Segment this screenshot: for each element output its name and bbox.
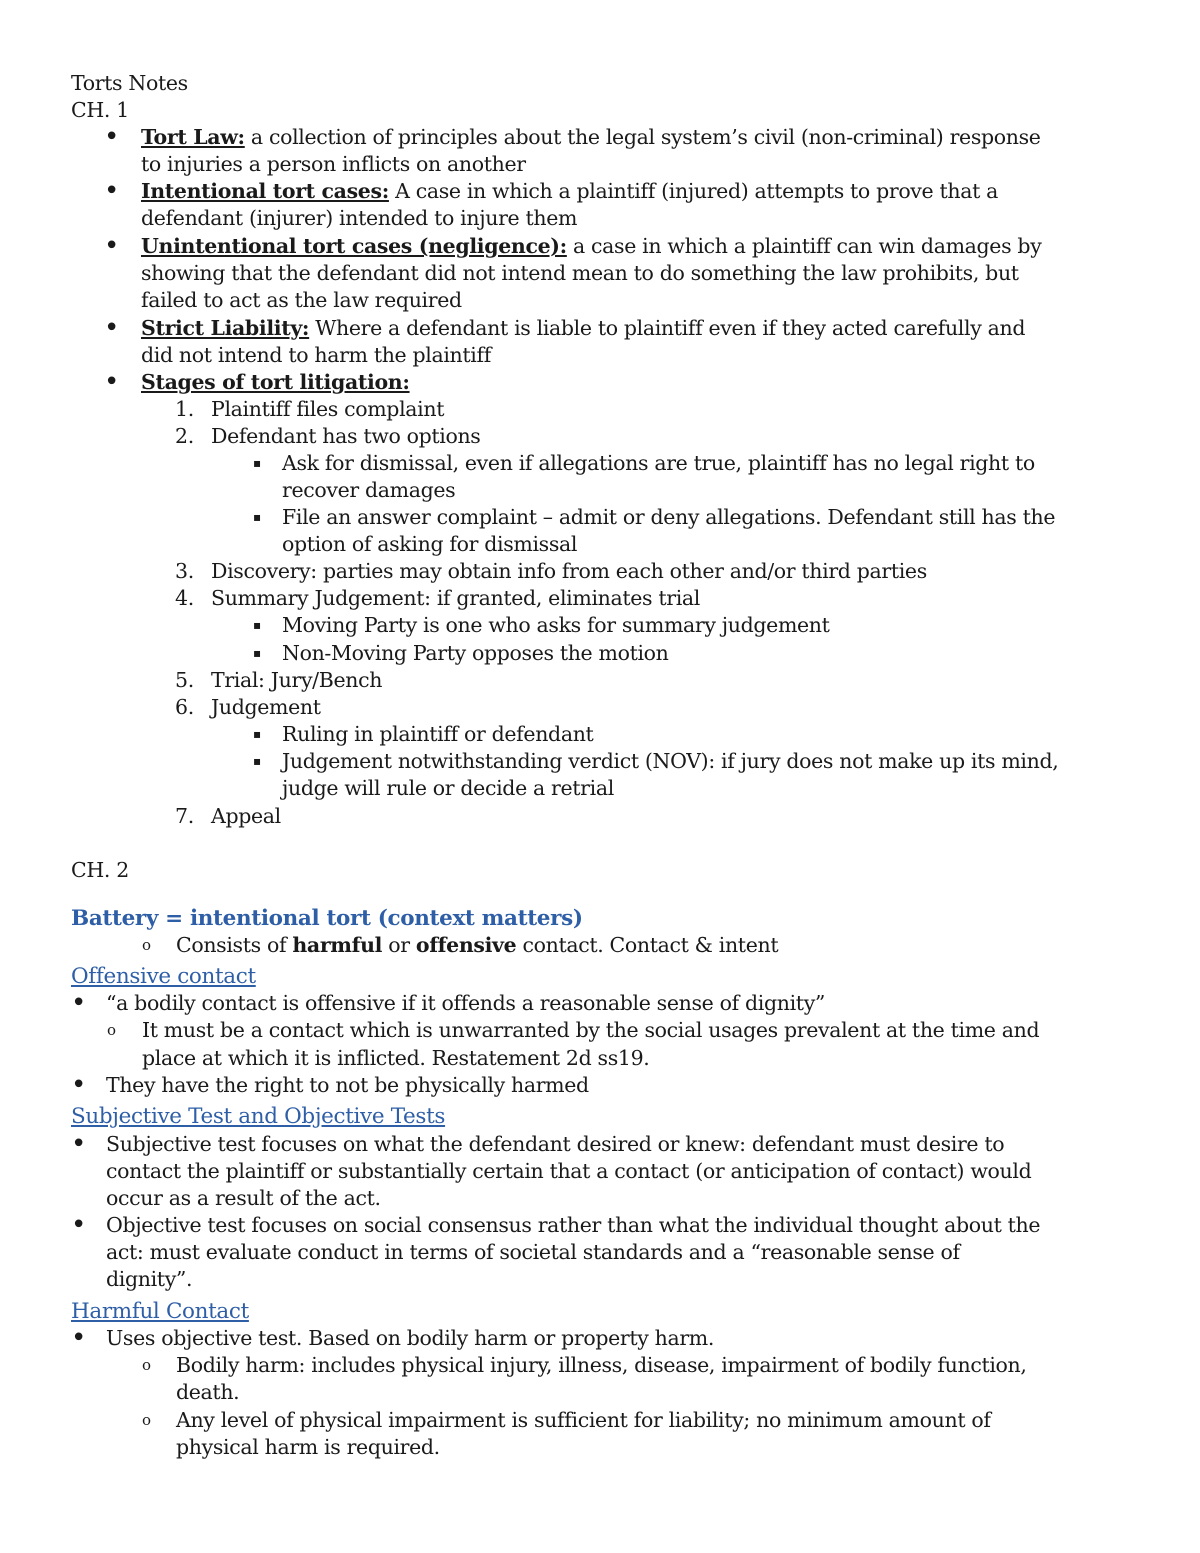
sub-item: Judgement notwithstanding verdict (NOV): if jury does not make up its mind, — [282, 749, 1059, 773]
tests-subjective: Subjective test focuses on what the defendant desired or knew: defendant must desire to — [106, 1132, 1005, 1156]
square-bullet-marker: ▪ — [253, 646, 261, 660]
harmful-sub-cont: physical harm is required. — [176, 1435, 440, 1459]
term: Unintentional tort cases (negligence): — [141, 234, 567, 258]
harmful-bullet: Uses objective test. Based on bodily harm or property harm. — [106, 1326, 715, 1350]
bullet-tort-law-cont: to injuries a person inflicts on another — [141, 152, 526, 176]
stage-item: Defendant has two options — [211, 424, 481, 448]
bullet-marker: • — [104, 176, 119, 206]
circle-bullet-marker: o — [142, 936, 151, 954]
bullet-marker: • — [71, 1129, 86, 1159]
sub-item: Moving Party is one who asks for summary judgement — [282, 613, 830, 637]
square-bullet-marker: ▪ — [253, 510, 261, 524]
document-title: Torts Notes — [71, 71, 188, 95]
list-number: 7. — [175, 804, 194, 828]
bullet-unintentional-cont: showing that the defendant did not intend mean to do something the law prohibits, but — [141, 261, 1019, 285]
tests-objective: Objective test focuses on social consensus rather than what the individual thought about the — [106, 1213, 1041, 1237]
tests-objective-cont: dignity”. — [106, 1267, 193, 1291]
circle-bullet-marker: o — [107, 1021, 116, 1039]
list-number: 2. — [175, 424, 194, 448]
term: Strict Liability: — [141, 316, 310, 340]
bullet-unintentional-cont: failed to act as the law required — [141, 288, 462, 312]
square-bullet-marker: ▪ — [253, 456, 261, 470]
offensive-contact-heading: Offensive contact — [71, 964, 256, 989]
bullet-marker: • — [71, 1070, 86, 1100]
square-bullet-marker: ▪ — [253, 727, 261, 741]
sub-item-cont: recover damages — [282, 478, 456, 502]
harmful-sub: Bodily harm: includes physical injury, illness, disease, impairment of bodily function, — [176, 1353, 1027, 1377]
harmful-contact-heading: Harmful Contact — [71, 1299, 249, 1324]
bullet-strict-liability-cont: did not intend to harm the plaintiff — [141, 343, 491, 367]
bullet-marker: • — [104, 367, 119, 397]
offensive-sub-cont: place at which it is inflicted. Restatement 2d ss19. — [142, 1046, 650, 1070]
stage-item: Summary Judgement: if granted, eliminates trial — [211, 586, 701, 610]
bullet-marker: • — [104, 231, 119, 261]
sub-item: File an answer complaint – admit or deny allegations. Defendant still has the — [282, 505, 1056, 529]
tests-subjective-cont: occur as a result of the act. — [106, 1186, 381, 1210]
chapter-1-heading: CH. 1 — [71, 98, 129, 122]
bullet-marker: • — [71, 1323, 86, 1353]
sub-item: Ask for dismissal, even if allegations are true, plaintiff has no legal right to — [282, 451, 1035, 475]
stage-item: Appeal — [211, 804, 281, 828]
term: Intentional tort cases: — [141, 179, 389, 203]
bullet-tort-law: Tort Law: a collection of principles about the legal system’s civil (non-criminal) response — [141, 125, 1041, 149]
term: Stages of tort litigation: — [141, 370, 410, 394]
offensive-sub: It must be a contact which is unwarranted by the social usages prevalent at the time and — [142, 1018, 1040, 1042]
bullet-stages — [141, 369, 410, 396]
sub-item-cont: judge will rule or decide a retrial — [282, 776, 614, 800]
tests-subjective-cont: contact the plaintiff or substantially certain that a contact (or anticipation of contact) would — [106, 1159, 1032, 1183]
harmful-sub-cont: death. — [176, 1380, 240, 1404]
list-number: 4. — [175, 586, 194, 610]
offensive-bullet: They have the right to not be physically harmed — [106, 1073, 589, 1097]
list-number: 1. — [175, 397, 194, 421]
sub-item: Non-Moving Party opposes the motion — [282, 641, 669, 665]
battery-item: Consists of harmful or offensive contact. Contact & intent — [176, 933, 779, 957]
battery-heading: Battery = intentional tort (context matters) — [71, 906, 583, 931]
harmful-sub: Any level of physical impairment is sufficient for liability; no minimum amount of — [176, 1408, 991, 1432]
circle-bullet-marker: o — [142, 1356, 151, 1374]
stage-item: Discovery: parties may obtain info from each other and/or third parties — [211, 559, 927, 583]
term: Tort Law: — [141, 125, 245, 149]
bullet-intentional-cont: defendant (injurer) intended to injure them — [141, 206, 578, 230]
bullet-unintentional: Unintentional tort cases (negligence): a case in which a plaintiff can win damages by — [141, 234, 1042, 258]
circle-bullet-marker: o — [142, 1411, 151, 1429]
bullet-marker: • — [71, 1210, 86, 1240]
list-number: 3. — [175, 559, 194, 583]
bullet-intentional: Intentional tort cases: A case in which a plaintiff (injured) attempts to prove that a — [141, 179, 999, 203]
bullet-marker: • — [71, 988, 86, 1018]
chapter-2-heading: CH. 2 — [71, 858, 129, 882]
bullet-marker: • — [104, 313, 119, 343]
stage-item: Plaintiff files complaint — [211, 397, 445, 421]
sub-item: Ruling in plaintiff or defendant — [282, 722, 594, 746]
offensive-bullet: “a bodily contact is offensive if it offends a reasonable sense of dignity” — [106, 991, 826, 1015]
tests-objective-cont: act: must evaluate conduct in terms of societal standards and a “reasonable sense of — [106, 1240, 960, 1264]
stage-item: Trial: Jury/Bench — [211, 668, 383, 692]
list-number: 5. — [175, 668, 194, 692]
square-bullet-marker: ▪ — [253, 618, 261, 632]
tests-heading: Subjective Test and Objective Tests — [71, 1104, 446, 1129]
square-bullet-marker: ▪ — [253, 754, 261, 768]
bullet-marker: • — [104, 122, 119, 152]
stage-item: Judgement — [211, 695, 321, 719]
sub-item-cont: option of asking for dismissal — [282, 532, 578, 556]
list-number: 6. — [175, 695, 194, 719]
bullet-strict-liability: Strict Liability: Where a defendant is liable to plaintiff even if they acted carefully and — [141, 316, 1026, 340]
